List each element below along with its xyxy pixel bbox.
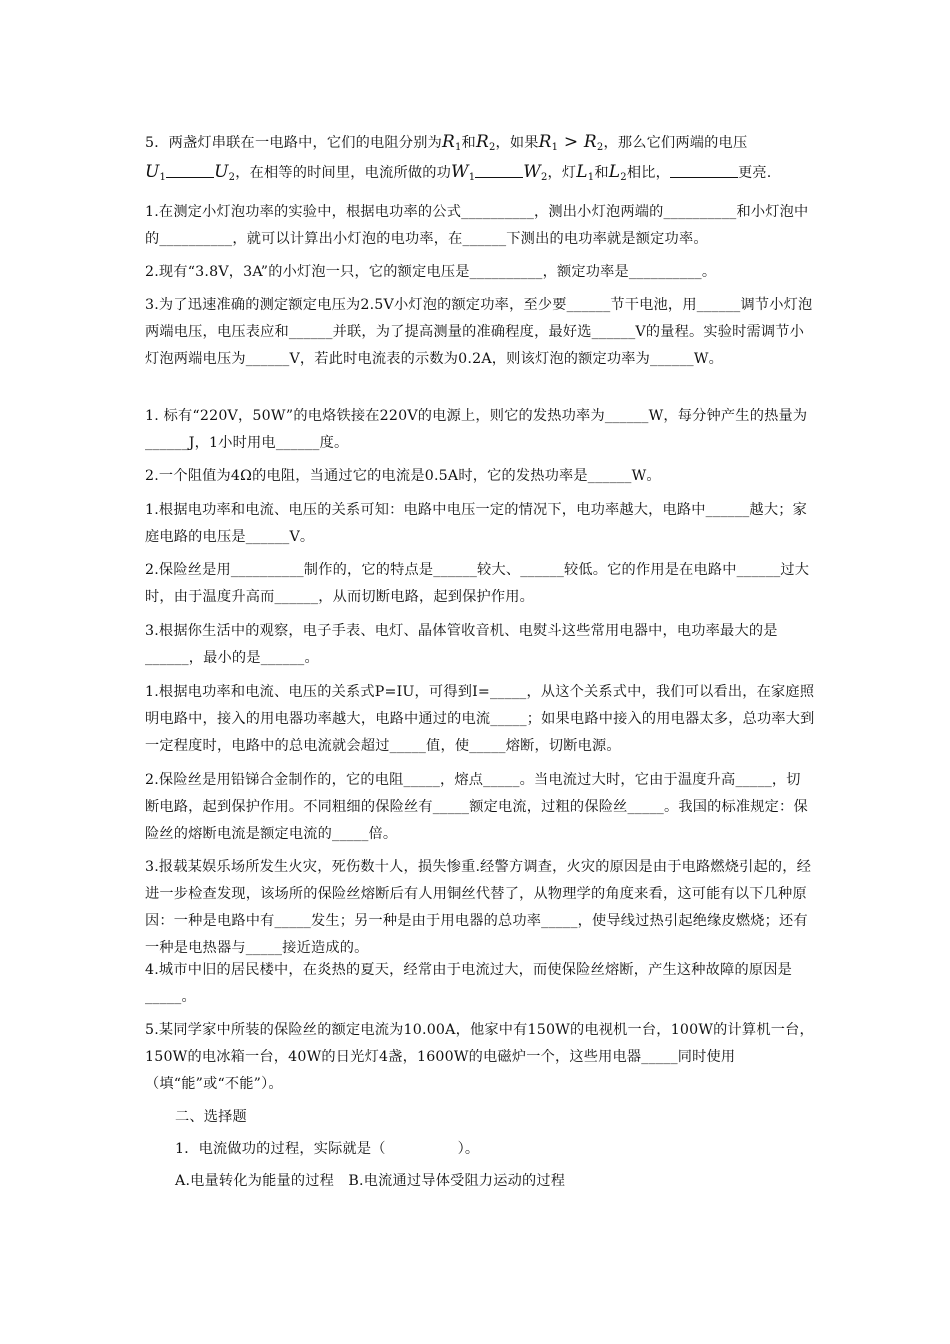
paragraph-fuse-rating-household: 5.某同学家中所装的保险丝的额定电流为10.00A，他家中有150W的电视机一台，100W的计算机一台，150W的电冰箱一台，40W的日光灯4盏，1600W的电磁炉一个，这些用电器_____同时使用（填“能”或“不能”）。	[145, 1022, 814, 1092]
q5-text-4: ，在相等的时间里，电流所做的功	[235, 165, 452, 181]
symbol-r1-gt-r2: $R_1 > R_2$	[538, 132, 604, 153]
q5-and-2: 和	[594, 165, 609, 181]
paragraph-resistor-heat: 2.一个阻值为4Ω的电阻，当通过它的电流是0.5A时，它的发热功率是______W。	[145, 468, 661, 484]
paragraph-fuse-material: 2.保险丝是用__________制作的，它的特点是______较大、______较低。它的作用是在电路中______过大时，由于温度升高而______，从而切断电路，起到保护作用。	[145, 562, 810, 605]
paragraph-rated-power-experiment: 3.为了迅速准确的测定额定电压为2.5V小灯泡的额定功率，至少要______节干电池，用______调节小灯泡两端电压，电压表应和______并联，为了提高测量的准确程度，最好选______V的量程。实验时需调节小灯泡两端电压为______V，若此时电流表的示数为0.2A，则该灯泡的额定功率为______W。	[145, 297, 813, 367]
symbol-u2: $U_2$	[214, 162, 236, 183]
paragraph-soldering-iron: 1. 标有“220V，50W”的电烙铁接在220V的电源上，则它的发热功率为______W，每分钟产生的热量为______J，1小时用电______度。	[145, 408, 808, 451]
paragraph-p-equals-iu: 1.根据电功率和电流、电压的关系式P=IU，可得到I=_____，从这个关系式中，我们可以看出，在家庭照明电路中，接入的用电器功率越大，电路中通过的电流_____；如果电路中接入的用电器太多，总功率大到一定程度时，电路中的总电流就会超过_____值，使_____熔断，切断电源。	[145, 684, 815, 754]
symbol-l2: $L_2$	[608, 162, 627, 183]
q5-text-3: ，那么它们两端的电压	[603, 135, 748, 151]
symbol-r2: $R_2$	[475, 132, 496, 153]
paragraph-power-current-voltage: 1.根据电功率和电流、电压的关系可知：电路中电压一定的情况下，电功率越大，电路中______越大；家庭电路的电压是______V。	[145, 502, 807, 545]
mc-question-1-options: A.电量转化为能量的过程 B.电流通过导体受阻力运动的过程	[175, 1173, 566, 1189]
paragraph-lead-antimony-fuse: 2.保险丝是用铅锑合金制作的，它的电阻_____，熔点_____。当电流过大时，它由于温度升高_____，切断电路，起到保护作用。不同粗细的保险丝有_____额定电流，过粗的保险丝_____。我国的标准规定：保险丝的熔断电流是额定电流的_____倍。	[145, 772, 808, 842]
q5-and-1: 和	[461, 135, 476, 151]
paragraph-old-residential: 4.城市中旧的居民楼中，在炎热的夏天，经常由于电流过大，而使保险丝熔断，产生这种故障的原因是_____。	[145, 962, 792, 1005]
q5-text-1: 5．两盏灯串联在一电路中，它们的电阻分别为	[145, 135, 442, 151]
symbol-w1: $W_1$	[451, 162, 476, 183]
blank-w	[475, 177, 523, 178]
blank-u	[166, 177, 214, 178]
paragraph-appliance-power: 3.根据你生活中的观察，电子手表、电灯、晶体管收音机、电熨斗这些常用电器中，电功率最大的是______，最小的是______。	[145, 623, 778, 666]
symbol-u1: $U_1$	[145, 162, 167, 183]
symbol-r1: $R_1$	[441, 132, 462, 153]
paragraph-measure-lamp-power: 1.在测定小灯泡功率的实验中，根据电功率的公式__________，测出小灯泡两端的__________和小灯泡中的__________，就可以计算出小灯泡的电功率，在______下测出的电功率就是额定功率。	[145, 204, 809, 247]
q5-text-7: 更亮.	[737, 165, 772, 181]
mc-question-1: 1．电流做功的过程，实际就是（ ）。	[175, 1141, 480, 1157]
question-5-series-lamps	[145, 130, 815, 190]
paragraph-lamp-rating: 2.现有“3.8V，3A”的小灯泡一只，它的额定电压是__________，额定功率是__________。	[145, 264, 717, 280]
q5-text-2: ，如果	[495, 135, 539, 151]
paragraph-fire-accident: 3.报载某娱乐场所发生火灾，死伤数十人，损失惨重.经警方调查，火灾的原因是由于电路燃烧引起的，经进一步检查发现，该场所的保险丝熔断后有人用铜丝代替了，从物理学的角度来看，这可能有以下几种原因：一种是电路中有_____发生；另一种是由于用电器的总功率_____，使导线过热引起绝缘皮燃烧；还有一种是电热器与_____接近造成的。	[145, 859, 812, 956]
section-title-multiple-choice: 二、选择题	[175, 1109, 247, 1125]
q5-text-5: ，灯	[547, 165, 577, 181]
symbol-w2: $W_2$	[523, 162, 548, 183]
q5-text-6: 相比，	[626, 165, 670, 181]
blank-brighter	[670, 177, 738, 178]
symbol-l1: $L_1$	[576, 162, 595, 183]
